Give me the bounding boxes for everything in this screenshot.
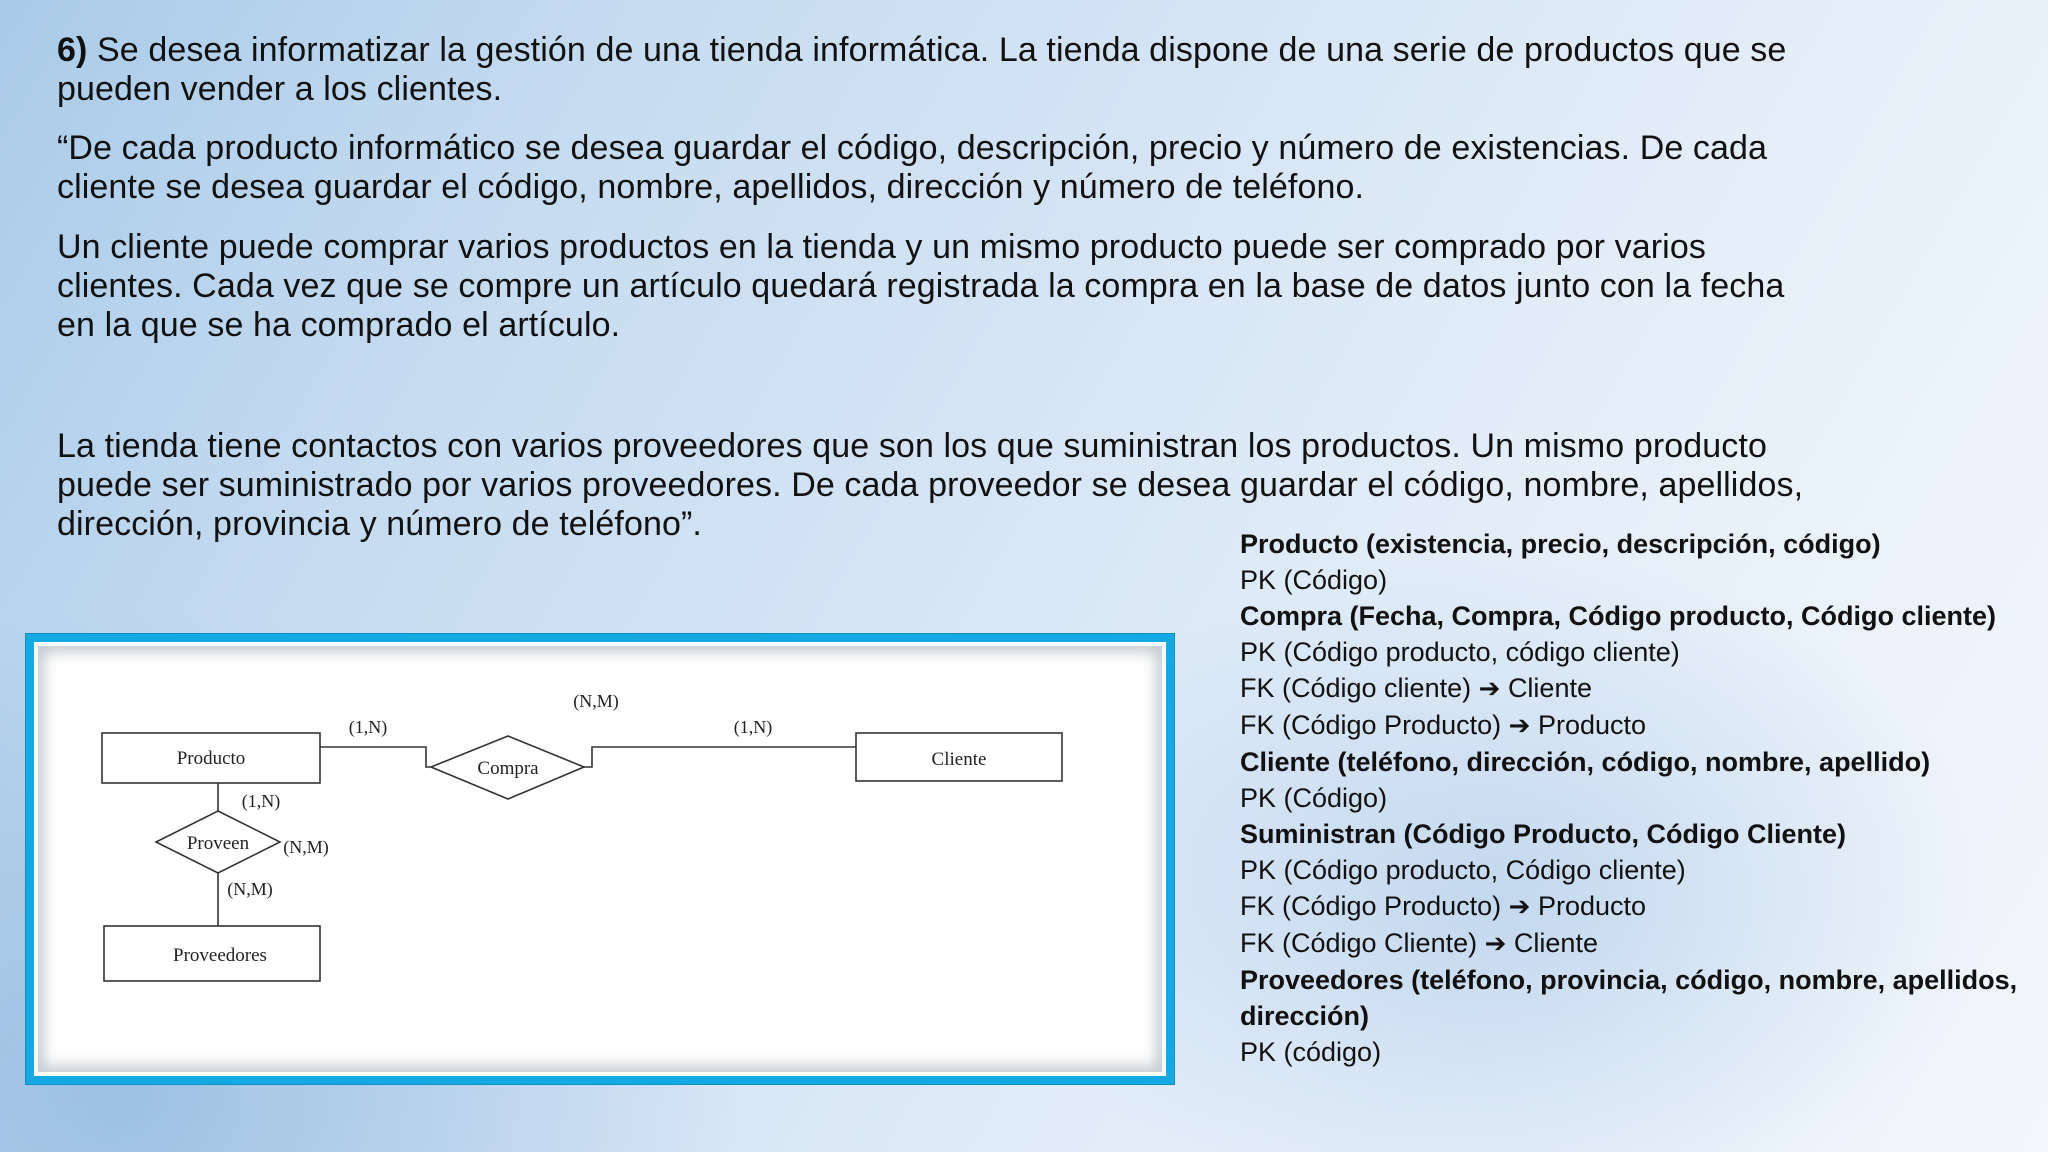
fk-target: Cliente bbox=[1513, 928, 1598, 958]
exercise-statement bbox=[57, 31, 1817, 109]
er-diagram bbox=[38, 646, 1162, 1072]
schema-suministran-fk-cliente bbox=[1240, 925, 2030, 962]
schema-producto-def: Producto (existencia, precio, descripción, código) bbox=[1240, 529, 1881, 559]
fk-text: FK (Código Producto) bbox=[1240, 891, 1502, 921]
right-arrow-icon: ➔ bbox=[1508, 892, 1531, 922]
schema-compra-fk-producto bbox=[1240, 707, 2030, 744]
paragraph-suppliers: La tienda tiene contactos con varios proveedores que son los que suministran los productos. Un mismo producto puede ser suministrado por varios proveedores. De cada proveedor se desea guardar el código, nombre, apellidos, dirección, provincia y número de teléfono”. bbox=[57, 427, 1804, 543]
paragraph-purchases: Un cliente puede comprar varios productos en la tienda y un mismo producto puede ser comprado por varios clientes. Cada vez que se compre un artículo quedará registrada la compra en la base de datos junto con la fecha en la que se ha comprado el artículo. bbox=[57, 228, 1785, 344]
fk-target: Producto bbox=[1537, 710, 1647, 740]
right-arrow-icon: ➔ bbox=[1508, 711, 1531, 741]
schema-suministran-def: Suministran (Código Producto, Código Cliente) bbox=[1240, 819, 1846, 849]
exercise-number: 6) bbox=[57, 31, 88, 69]
cardinality-producto-compra: (1,N) bbox=[348, 717, 388, 737]
schema-cliente-def: Cliente (teléfono, dirección, código, nombre, apellido) bbox=[1240, 747, 1931, 777]
fk-text: FK (Código Producto) bbox=[1240, 710, 1502, 740]
entity-proveedores-label: Proveedores bbox=[173, 945, 267, 966]
er-diagram-canvas bbox=[38, 646, 1162, 1072]
line-producto-compra bbox=[320, 747, 431, 767]
schema-compra-pk: PK (Código producto, código cliente) bbox=[1240, 637, 1680, 667]
fk-text: FK (Código cliente) bbox=[1240, 673, 1472, 703]
entity-producto-label: Producto bbox=[176, 748, 246, 769]
relation-proveen-label: Proveen bbox=[186, 833, 250, 854]
er-diagram-frame bbox=[26, 634, 1174, 1084]
schema-proveedores-pk: PK (código) bbox=[1240, 1037, 1382, 1067]
fk-target: Producto bbox=[1537, 891, 1647, 921]
cardinality-proveen-type: (N,M) bbox=[283, 837, 329, 857]
schema-compra-fk-cliente bbox=[1240, 670, 2030, 707]
cardinality-compra-cliente: (1,N) bbox=[733, 717, 773, 737]
fk-text: FK (Código Cliente) bbox=[1240, 928, 1478, 958]
cardinality-compra-type: (N,M) bbox=[573, 691, 619, 711]
right-arrow-icon: ➔ bbox=[1478, 674, 1501, 704]
relational-schema bbox=[1240, 526, 2030, 1070]
schema-suministran-fk-producto bbox=[1240, 888, 2030, 925]
schema-suministran-pk: PK (Código producto, Código cliente) bbox=[1240, 855, 1686, 885]
exercise-intro: Se desea informatizar la gestión de una tienda informática. La tienda dispone de una serie de productos que se pueden vender a los clientes. bbox=[57, 31, 1787, 108]
cardinality-producto-proveen: (1,N) bbox=[241, 791, 281, 811]
line-compra-cliente bbox=[584, 747, 856, 767]
schema-producto-pk: PK (Código) bbox=[1240, 565, 1388, 595]
entity-cliente-label: Cliente bbox=[931, 749, 987, 770]
schema-compra-def: Compra (Fecha, Compra, Código producto, Código cliente) bbox=[1240, 601, 1997, 631]
relation-compra-label: Compra bbox=[477, 758, 539, 779]
schema-cliente-pk: PK (Código) bbox=[1240, 783, 1388, 813]
right-arrow-icon: ➔ bbox=[1484, 929, 1507, 959]
paragraph-products-clients: “De cada producto informático se desea guardar el código, descripción, precio y número de existencias. De cada cliente se desea guardar el código, nombre, apellidos, dirección y número de teléfono. bbox=[57, 129, 1768, 206]
schema-proveedores-def: Proveedores (teléfono, provincia, código, nombre, apellidos, dirección) bbox=[1240, 965, 2018, 1031]
fk-target: Cliente bbox=[1507, 673, 1592, 703]
cardinality-proveen-proveedores: (N,M) bbox=[227, 879, 273, 899]
